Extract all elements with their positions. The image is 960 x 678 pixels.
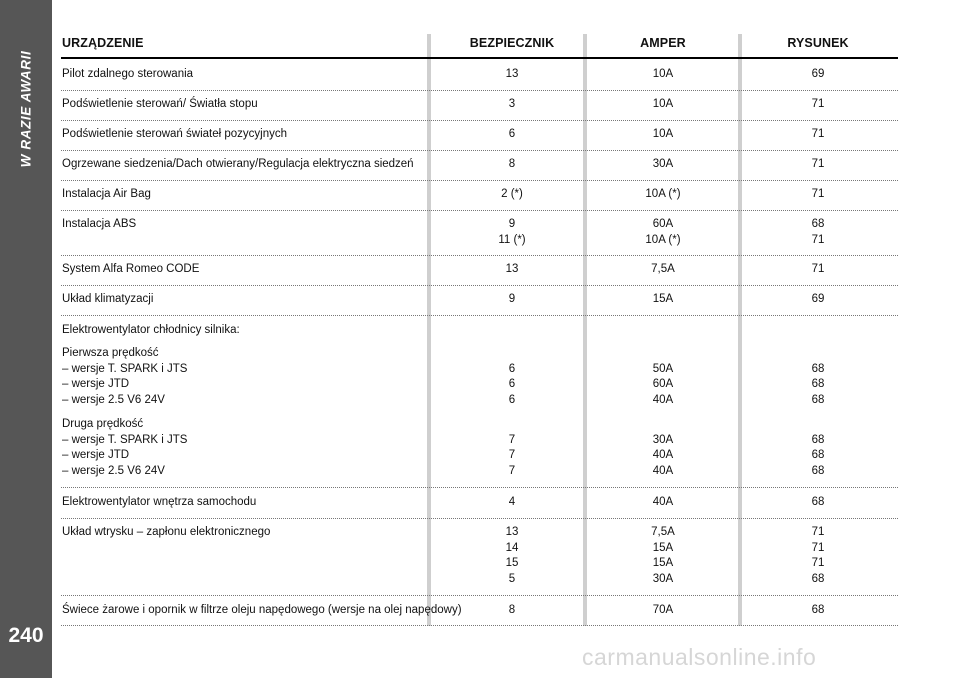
cell-amp: 30A 40A 40A [652,433,674,477]
cell-device: Instalacja Air Bag [62,188,151,200]
cell-device: Podświetlenie sterowań/ Światła stopu [62,98,258,110]
cell-amp: 15A [652,293,674,305]
cell-device: Pilot zdalnego sterowania [62,68,194,80]
cell-figure: 69 [811,293,825,305]
cell-fuse: 8 [508,604,516,616]
section-title [15,34,37,184]
cell-figure: 68 68 68 [811,362,825,406]
cell-device: Elektrowentylator wnętrza samochodu [62,496,257,508]
cell-device: Pierwsza prędkość – wersje T. SPARK i JTS – wersje JTD – wersje 2.5 V6 24V [62,347,188,406]
cell-figure: 71 [811,263,825,275]
row-divider [61,285,898,286]
cell-device: System Alfa Romeo CODE [62,263,200,275]
cell-fuse: 9 [508,293,516,305]
cell-amp: 60A 10A (*) [645,218,681,246]
cell-figure: 68 [811,604,825,616]
cell-device: Układ wtrysku – zapłonu elektronicznego [62,526,271,538]
cell-figure: 71 [811,158,825,170]
row-divider [61,255,898,256]
cell-figure: 69 [811,68,825,80]
cell-figure: 71 [811,188,825,200]
cell-amp: 7,5A 15A 15A 30A [651,526,675,585]
row-divider [61,210,898,211]
cell-amp: 10A [652,98,674,110]
row-divider [61,518,898,519]
header-figure: RYSUNEK [787,36,849,50]
cell-fuse: 3 [508,98,516,110]
column-separator [738,34,742,626]
cell-device: Układ klimatyzacji [62,293,154,305]
cell-device: Druga prędkość – wersje T. SPARK i JTS – wersje JTD – wersje 2.5 V6 24V [62,418,188,477]
row-divider [61,90,898,91]
cell-figure: 68 68 68 [811,433,825,477]
section-title-text: W RAZIE AWARII [18,50,34,168]
cell-amp: 30A [652,158,674,170]
cell-amp: 40A [652,496,674,508]
cell-amp: 10A [652,68,674,80]
column-separator [427,34,431,626]
cell-device: Podświetlenie sterowań świateł pozycyjnych [62,128,287,140]
header-amp: AMPER [640,36,686,50]
cell-fuse: 13 [505,263,519,275]
cell-figure: 71 71 71 68 [811,526,825,585]
cell-fuse: 6 6 6 [508,362,516,406]
cell-fuse: 13 14 15 5 [505,526,519,585]
row-divider [61,315,898,316]
cell-fuse: 8 [508,158,516,170]
cell-figure: 71 [811,128,825,140]
row-divider [61,120,898,121]
cell-fuse: 13 [505,68,519,80]
row-divider [61,625,898,626]
sidebar [0,0,52,678]
cell-fuse: 6 [508,128,516,140]
cell-device: Świece żarowe i opornik w filtrze oleju napędowego (wersje na olej napędowy) [62,604,462,616]
cell-amp: 10A [652,128,674,140]
header-fuse: BEZPIECZNIK [469,36,555,50]
page-number: 240 [8,624,44,647]
cell-amp: 10A (*) [645,188,681,200]
watermark: carmanualsonline.info [582,644,817,670]
cell-device: Ogrzewane siedzenia/Dach otwierany/Regulacja elektryczna siedzeń [62,158,414,170]
cell-amp: 7,5A [651,263,675,275]
cell-fuse: 2 (*) [501,188,523,200]
cell-amp: 70A [652,604,674,616]
cell-fuse: 7 7 7 [508,433,516,477]
header-rule [61,57,898,59]
cell-figure: 68 [811,496,825,508]
cell-figure: 68 71 [811,218,825,246]
cell-device: Instalacja ABS [62,218,137,230]
cell-fuse: 4 [508,496,516,508]
cell-device-group-heading: Elektrowentylator chłodnicy silnika: [62,324,240,336]
cell-amp: 50A 60A 40A [652,362,674,406]
header-device: URZĄDZENIE [62,36,144,50]
row-divider [61,487,898,488]
row-divider [61,180,898,181]
cell-fuse: 9 11 (*) [498,218,526,246]
row-divider [61,595,898,596]
column-separator [583,34,587,626]
row-divider [61,150,898,151]
cell-figure: 71 [811,98,825,110]
